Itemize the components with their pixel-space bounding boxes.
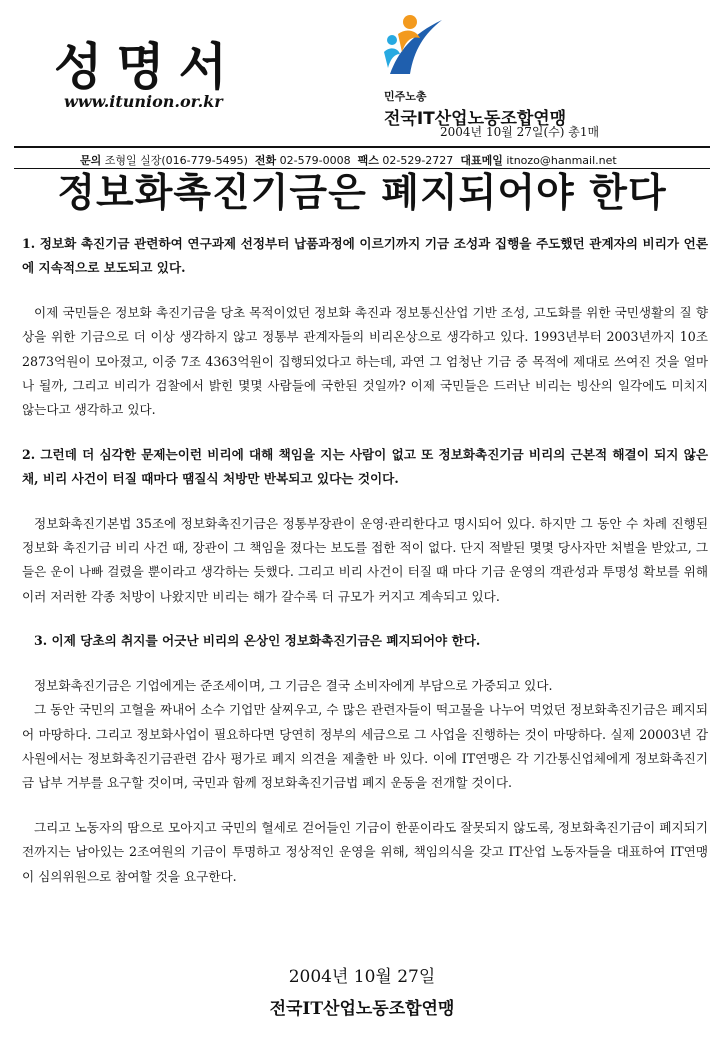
document-type-title: 성명서 — [54, 38, 241, 96]
closing-date: 2004년 10월 27일 — [288, 967, 436, 987]
phone-label: 전화 — [254, 154, 277, 167]
statement-headline: 정보화촉진기금은 폐지되어야 한다 — [57, 171, 667, 216]
section-3-paragraph-2: 그 동안 국민의 고혈을 짜내어 소수 기업만 살찌우고, 수 많은 관련자들이 떡고물을 나누어 먹었던 정보화촉진기금은 폐지되어 마땅하다. 그리고 정보화사업이 필요하다면 당연히 정부의 세금으로 그 사업을 진행하는 것이 마땅하다. 실제 20003년 감사원에서는 정보화촉진기금관련 감사 평가로 폐지 의견을 제출한 바 있다. 이에 IT연맹은 각 기간통신업체에게 정보화촉진기금 납부 거부를 요구할 것이며, 국민과 함께 정보화촉진기금법 폐지 운동을 전개할 것이다. — [22, 702, 708, 791]
section-3-heading: 3. 이제 당초의 취지를 어긋난 비리의 온상인 정보화촉진기금은 폐지되어야 한다. — [34, 633, 481, 649]
section-3-paragraph-1: 정보화촉진기금은 기업에게는 준조세이며, 그 기금은 결국 소비자에게 부담으로 가중되고 있다. — [34, 677, 553, 693]
contact-line — [80, 152, 617, 168]
email-label: 대표메일 — [460, 154, 503, 167]
fax-label: 팩스 — [357, 154, 379, 167]
closing-organization: 전국IT산업노동조합연맹 — [269, 999, 455, 1019]
fax-value: 02-529-2727 — [382, 154, 454, 167]
federation-affiliation: 민주노총 — [384, 90, 427, 103]
section-4-paragraph: 그리고 노동자의 땀으로 모아지고 국민의 혈세로 걷어들인 기금이 한푼이라도 잘못되지 않도록, 정보화촉진기금이 폐지되기 전까지는 남아있는 2조여원의 기금이 투명하고 정상적인 운영을 위해, 책임의식을 갖고 IT산업 노동자들을 대표하여 IT연맹이 심의위원으로 참여할 것을 요구한다. — [22, 819, 708, 884]
header-divider — [14, 146, 710, 148]
statement-body — [22, 232, 708, 889]
organization-name: 전국IT산업노동조합연맹 — [384, 109, 567, 129]
union-logo-icon — [380, 12, 450, 82]
email-value: itnozo@hanmail.net — [506, 154, 617, 167]
section-2-paragraph: 정보화촉진기본법 35조에 정보화촉진기금은 정통부장관이 운영·관리한다고 명시되어 있다. 하지만 그 동안 수 차례 진행된 정보화 촉진기금 비리 사건 때, 장관이 그 책임을 졌다는 보도를 접한 적이 없다. 단지 적발된 몇몇 당사자만 처벌을 받았고, 그들은 운이 나빠 걸렸을 뿐이라고 생각하는 듯했다. 그리고 비리 사건이 터질 때 마다 기금 운영의 객관성과 투명성 확보를 위해 이러 저러한 각종 처방이 나왔지만 비리는 해가 갈수록 더 규모가 커지고 계속되고 있다. — [22, 515, 708, 604]
phone-value: 02-579-0008 — [279, 154, 351, 167]
issue-date: 2004년 10월 27일(수) 총1매 — [440, 125, 600, 139]
section-1-heading: 1. 정보화 촉진기금 관련하여 연구과제 선정부터 납품과정에 이르기까지 기금 조성과 집행을 주도했던 관계자의 비리가 언론에 지속적으로 보도되고 있다. — [22, 236, 708, 276]
section-2-heading: 2. 그런데 더 심각한 문제는이런 비리에 대해 책임을 지는 사람이 없고 또 정보화촉진기금 비리의 근본적 해결이 되지 않은 채, 비리 사건이 터질 때마다 땜질식 처방만 반복되고 있다는 것이다. — [22, 446, 708, 487]
website-url: www.itunion.or.kr — [64, 92, 223, 111]
inquiry-value: 조형일 실장(016-779-5495) — [104, 154, 248, 167]
inquiry-label: 문의 — [80, 154, 102, 167]
section-1-paragraph: 이제 국민들은 정보화 촉진기금을 당초 목적이었던 정보화 촉진과 정보통신산업 기반 조성, 고도화를 위한 국민생활의 질 향상을 위한 기금으로 더 이상 생각하지 않고 정통부 관계자들의 비리온상으로 생각하고 있다. 1993년부터 2003년까지 10조 2873억원이 모아졌고, 이중 7조 4363억원이 집행되었다고 하는데, 과연 그 엄청난 기금 중 목적에 제대로 쓰여진 것을 얼마나 될까, 그리고 비리가 검찰에서 밝힌 몇몇 사람들에 국한된 것일까? 이제 국민들은 드러난 비리는 빙산의 일각에도 미치지 않는다고 생각하고 있다. — [22, 304, 708, 418]
